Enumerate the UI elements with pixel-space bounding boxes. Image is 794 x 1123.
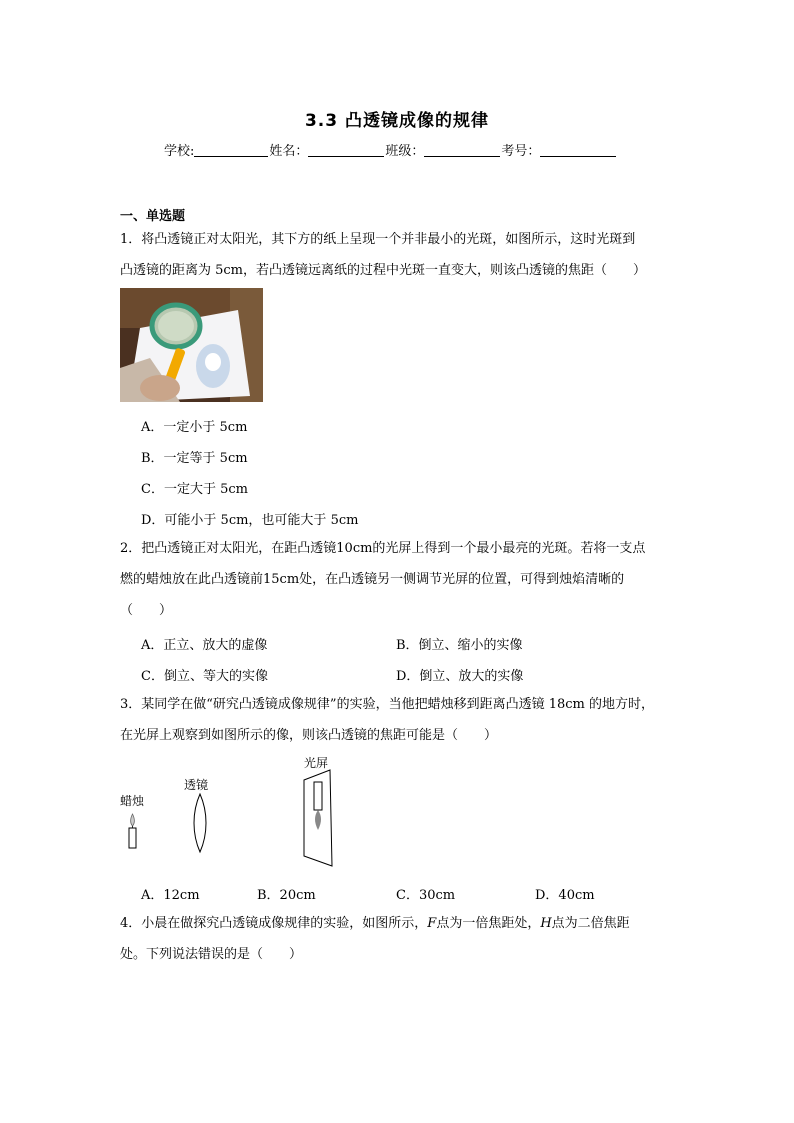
number-blank[interactable] <box>540 143 616 157</box>
q2-option-a[interactable]: A．正立、放大的虚像 <box>141 638 268 653</box>
q1-option-b[interactable]: B．一定等于 5cm <box>141 451 248 466</box>
student-info-line <box>164 140 617 159</box>
q1-option-c[interactable]: C．一定大于 5cm <box>141 482 248 497</box>
question-3-line-2: 在光屏上观察到如图所示的像，则该凸透镜的焦距可能是（ ） <box>120 728 498 743</box>
section-title: 一、单选题 <box>120 209 186 224</box>
q1-option-a[interactable]: A．一定小于 5cm <box>141 420 248 435</box>
lens-setup-diagram <box>118 752 348 872</box>
question-2-text <box>120 533 690 626</box>
question-4-line-1: 4．小晨在做探究凸透镜成像规律的实验，如图所示，F点为一倍焦距处，H点为二倍焦距 <box>120 916 630 931</box>
q3-option-c[interactable]: C．30cm <box>396 888 456 903</box>
question-3-text <box>120 689 690 751</box>
name-label: 姓名： <box>269 144 309 159</box>
class-label: 班级： <box>385 144 425 159</box>
page-title: 3.3 凸透镜成像的规律 <box>304 111 490 131</box>
class-blank[interactable] <box>424 143 500 157</box>
question-2-line-1: 2．把凸透镜正对太阳光，在距凸透镜10cm的光屏上得到一个最小最亮的光斑。若将一支点 <box>120 541 646 556</box>
question-1-line-2: 凸透镜的距离为 5cm，若凸透镜远离纸的过程中光斑一直变大，则该凸透镜的焦距（ ） <box>120 263 647 278</box>
candle-icon <box>129 814 136 848</box>
question-3-line-1: 3．某同学在做“研究凸透镜成像规律”的实验，当他把蜡烛移到距离凸透镜 18cm 的地方时， <box>120 697 654 712</box>
lens-label: 透镜 <box>184 778 209 792</box>
convex-lens-icon <box>194 794 206 852</box>
school-label: 学校: <box>164 144 195 159</box>
question-2-line-2: 燃的蜡烛放在此凸透镜前15cm处，在凸透镜另一侧调节光屏的位置，可得到烛焰清晰的 <box>120 572 625 587</box>
var-f: F <box>427 916 437 931</box>
question-1-line-1: 1．将凸透镜正对太阳光，其下方的纸上呈现一个并非最小的光斑，如图所示，这时光斑到 <box>120 232 636 247</box>
school-blank[interactable] <box>194 143 268 157</box>
magnifier-photo <box>120 288 263 402</box>
lens-setup-drawing <box>118 752 348 872</box>
q3-option-b[interactable]: B．20cm <box>257 888 316 903</box>
candle-label: 蜡烛 <box>120 794 145 808</box>
question-1-text <box>120 224 690 286</box>
name-blank[interactable] <box>308 143 384 157</box>
q3-option-d[interactable]: D．40cm <box>535 888 595 903</box>
q2-option-b[interactable]: B．倒立、缩小的实像 <box>396 638 523 653</box>
question-4-text <box>120 908 690 970</box>
q1-option-d[interactable]: D．可能小于 5cm，也可能大于 5cm <box>141 513 359 528</box>
q2-option-c[interactable]: C．倒立、等大的实像 <box>141 669 268 684</box>
question-4-line-2: 处。下列说法错误的是（ ） <box>120 947 303 962</box>
q2-option-d[interactable]: D．倒立、放大的实像 <box>396 669 524 684</box>
var-h: H <box>540 916 552 931</box>
screen-icon <box>304 770 332 866</box>
number-label: 考号： <box>501 144 541 159</box>
q3-option-a[interactable]: A．12cm <box>141 888 200 903</box>
screen-label: 光屏 <box>304 756 329 770</box>
question-2-line-3: （ ） <box>120 603 173 618</box>
